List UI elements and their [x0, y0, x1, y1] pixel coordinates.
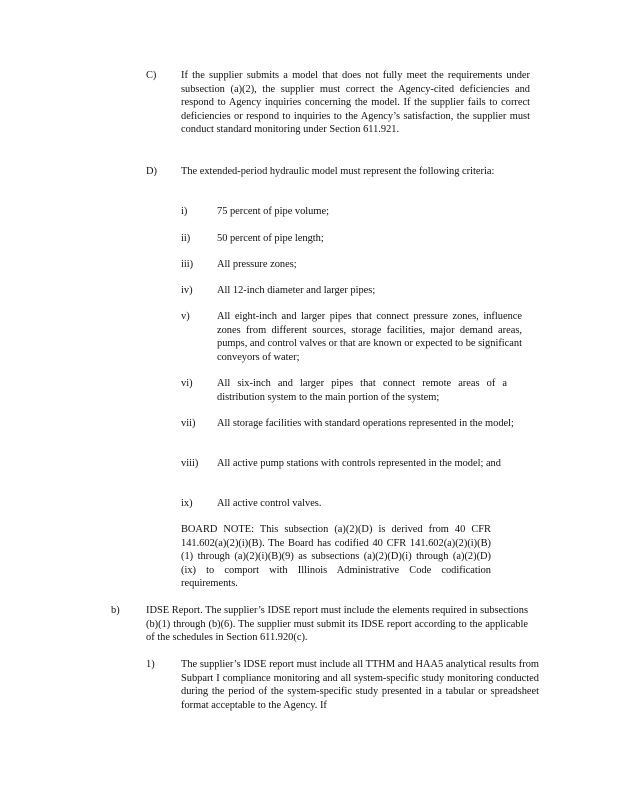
subitem-text: All six-inch and larger pipes that connect remote areas of a distribution system to the main portion of the system; [217, 378, 507, 403]
subitem-label: v) [181, 311, 190, 322]
subitem-label: ix) [181, 498, 193, 509]
subitem-text: 50 percent of pipe length; [217, 233, 324, 244]
subitem-text: All 12-inch diameter and larger pipes; [217, 285, 376, 296]
item-label-b: b) [111, 605, 120, 616]
board-note: BOARD NOTE: This subsection (a)(2)(D) is derived from 40 CFR 141.602(a)(2)(i)(B). The Board has codified 40 CFR 141.602(a)(2)(i)(B)(1) through (a)(2)(i)(B)(9) as subsections (a)(2)(D)(i) through (a)(2)(D)(ix) to comport with Illinois Administrative Code codification requirements. [181, 524, 491, 590]
paragraph-b1: The supplier’s IDSE report must include all TTHM and HAA5 analytical results from Subpart I compliance monitoring and all system-specific study monitoring conducted during the period of the system-specific study presented in a tabular or spreadsheet format acceptable to the Agency. If [181, 659, 539, 711]
item-label-c: C) [146, 70, 157, 81]
subitem-label: vi) [181, 378, 193, 389]
subitem-text: 75 percent of pipe volume; [217, 206, 329, 217]
subitem-text: All active pump stations with controls represented in the model; and [217, 458, 501, 469]
subitem-label: ii) [181, 233, 191, 244]
item-label-b1: 1) [146, 659, 155, 670]
subitem-label: vii) [181, 418, 196, 429]
subitem-text: All active control valves. [217, 498, 322, 509]
subitem-text: All pressure zones; [217, 259, 297, 270]
paragraph-b: IDSE Report. The supplier’s IDSE report must include the elements required in subsections (b)(1) through (b)(6). The supplier must submit its IDSE report according to the applicable of the schedules in Section 611.920(c). [146, 605, 528, 644]
subitem-label: i) [181, 206, 188, 217]
subitem-text: All storage facilities with standard operations represented in the model; [217, 418, 514, 429]
paragraph-d: The extended-period hydraulic model must represent the following criteria: [181, 166, 495, 177]
subitem-label: viii) [181, 458, 199, 469]
subitem-text: All eight-inch and larger pipes that connect pressure zones, influence zones from different sources, storage facilities, major demand areas, pumps, and control valves or that are known or expected to be significant conveyors of water; [217, 311, 522, 363]
subitem-label: iii) [181, 259, 194, 270]
subitem-label: iv) [181, 285, 193, 296]
item-label-d: D) [146, 166, 157, 177]
paragraph-c: If the supplier submits a model that does not fully meet the requirements under subsection (a)(2), the supplier must correct the Agency-cited deficiencies and respond to Agency inquiries concerning the model. If the supplier fails to correct deficiencies or respond to inquiries to the Agency’s satisfaction, the supplier must conduct standard monitoring under Section 611.921. [181, 70, 530, 136]
